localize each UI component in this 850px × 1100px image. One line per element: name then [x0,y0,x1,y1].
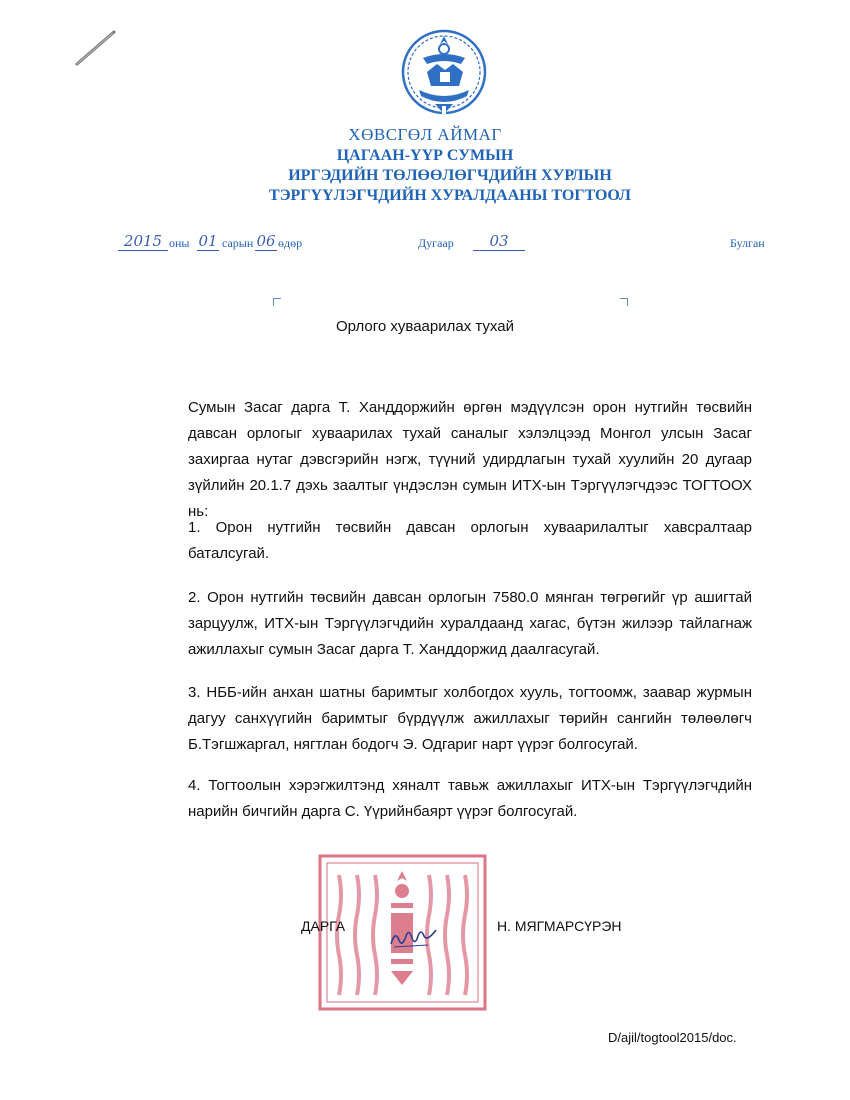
header-soum: ЦАГААН-ҮҮР СУМЫН [336,147,514,164]
state-emblem-icon [401,28,487,120]
signatory-name: Н. МЯГМАРСҮРЭН [497,918,622,934]
date-day: 06 [256,232,276,250]
date-line [118,232,798,256]
date-year-label: оны [169,236,190,250]
date-year: 2015 [118,232,168,251]
file-path-footer: D/ajil/togtool2015/doc. [608,1030,737,1045]
document-title: Орлого хуваарилах тухай [336,318,514,335]
header-resolution-type: ТЭРГҮҮЛЭГЧДИЙН ХУРАЛДААНЫ ТОГТООЛ [269,187,631,204]
preamble-paragraph: Сумын Засаг дарга Т. Ханддоржийн өргөн мэдүүлсэн орон нутгийн төсвийн давсан орлогыг хуваарилах тухай саналыг хэлэлцээд Монгол улсын Засаг захиргаа нутаг дэвсгэрийн нэгж, түүний удирдлагын тухай хуулийн 20 дугаар зүйлийн 20.1.7 дэхь заалтыг үндэслэн сумын ИТХ-ын Тэргүүлэгчдээс ТОГТООХ нь: [188,399,752,520]
resolution-number: 03 [473,232,525,251]
date-month-label: сарын [222,236,254,250]
clause-2: 2. Орон нутгийн төсвийн давсан орлогын 7580.0 мянган төгрөгийг үр ашигтай зарцуулж, ИТХ-ын Тэргүүлэгчдийн хуралдаанд хагас, бүтэн жилээр тайлагнаж ажиллахыг сумын Засаг дарга Т. Ханддоржид даалгасугай. [188,589,752,658]
header-council: ИРГЭДИЙН ТӨЛӨӨЛӨГЧДИЙН ХУРЛЫН [288,167,612,184]
handwritten-signature-icon [388,926,440,952]
clause-4: 4. Тогтоолын хэрэгжилтэнд хяналт тавьж ажиллахыг ИТХ-ын Тэргүүлэгчдийн нарийн бичгийн дарга С. Үүрийнбаярт үүрэг болгосугай. [188,777,752,820]
title-bracket-left [273,298,281,306]
header-province: ХӨВСГӨЛ АЙМАГ [348,125,502,144]
date-day-label: өдөр [278,236,303,250]
clause-3: 3. НББ-ийн анхан шатны баримтыг холбогдох хууль, тогтоомж, заавар журмын дагуу санхүүгийн баримтыг бүрдүүлж ажиллахыг төрийн сангийн төлөөлөгч Б.Тэгшжаргал, нягтлан бодогч Э. Одгариг нарт үүрэг болгосугай. [188,684,752,753]
signatory-title: ДАРГА [301,918,346,934]
number-label: Дугаар [418,236,454,250]
title-bracket-right [620,298,628,306]
staple-mark-icon [73,28,118,68]
date-month: 01 [198,232,218,250]
clause-1: 1. Орон нутгийн төсвийн давсан орлогын хуваарилалтыг хавсралтаар баталсугай. [188,519,752,562]
place-name: Булган [730,236,765,250]
